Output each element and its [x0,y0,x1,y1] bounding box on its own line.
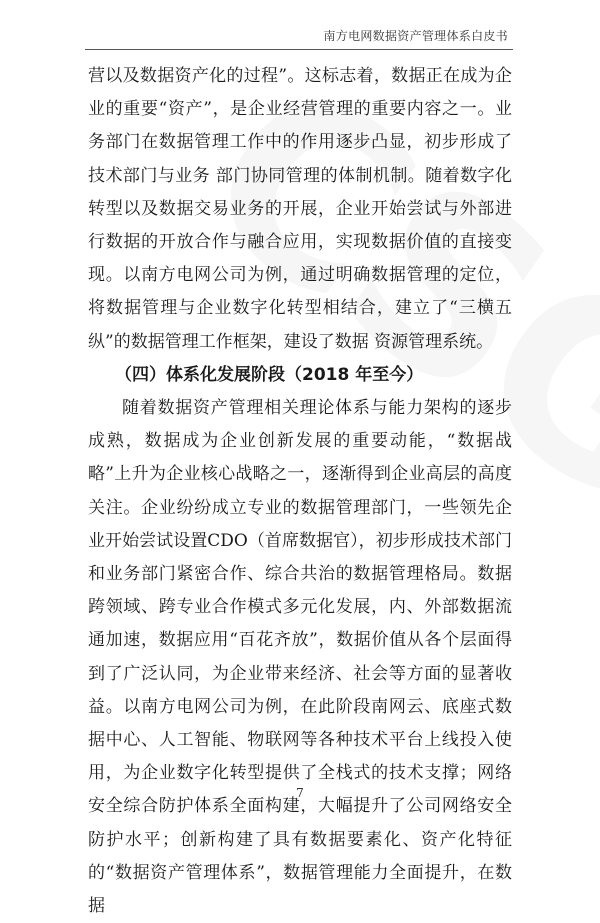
section-heading: （四）体系化发展阶段（2018 年至今） [115,364,424,385]
running-header: 南方电网数据资产管理体系白皮书 [323,29,508,43]
page-number: 7 [296,786,304,800]
header-divider [85,49,513,50]
paragraph-2: 随着数据资产管理相关理论体系与能力架构的逐步成熟，数据成为企业创新发展的重要动能，“数据战略”上升为企业核心战略之一，逐渐得到企业高层的高度关注。企业纷纷成立专业的数据管理部门，一些领先企业开始尝试设置CDO（首席数据官），初步形成技术部门和业务部门紧密合作、综合共治的数据管理格局。数据跨领域、跨专业合作模式多元化发展，内、外部数据流通加速，数据应用“百花齐放”，数据价值从各个层面得到了广泛认同，为企业带来经济、社会等方面的显著收益。以南方电网公司为例，在此阶段南网云、底座式数据中心、人工智能、物联网等各种技术平台上线投入使用，为企业数字化转型提供了全栈式的技术支撑；网络安全综合防护体系全面构建，大幅提升了公司网络安全防护水平；创新构建了具有数据要素化、资产化特征的“数据资产管理体系”，数据管理能力全面提升，在数据 [88,398,512,917]
paragraph-1: 营以及数据资产化的过程”。这标志着，数据正在成为企业的重要“资产”，是企业经营管理的重要内容之一。业务部门在数据管理工作中的作用逐步凸显，初步形成了技术部门与业务 部门协同管理的体制机制。随着数字化转型以及数据交易业务的开展，企业开始尝试与外部进行数据的开放合作与融合应用，实现数据价值的直接变现。以南方电网公司为例，通过明确数据管理的定位，将数据管理与企业数字化转型相结合，建立了“三横五纵”的数据管理工作框架，建设了数据 资源管理系统。 [88,66,512,352]
